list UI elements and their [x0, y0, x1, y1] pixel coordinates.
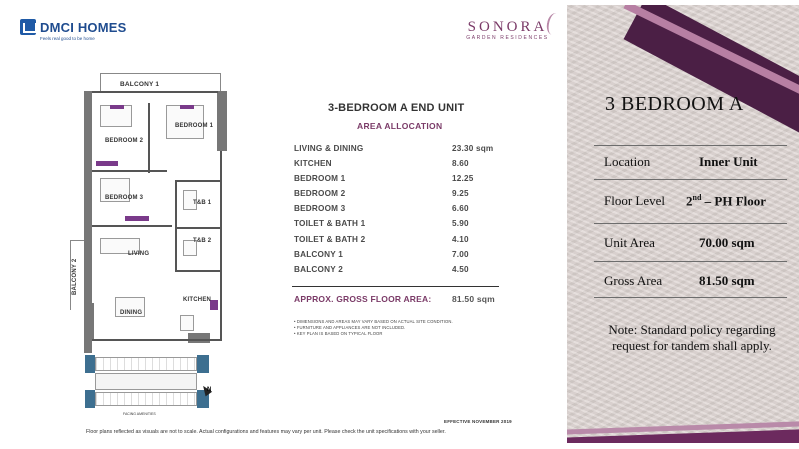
dmci-logo [20, 19, 127, 35]
area-name: BALCONY 1 [294, 249, 343, 259]
left-panel [10, 5, 567, 443]
unit-title: 3-BEDROOM A END UNIT [328, 102, 465, 114]
area-heading: AREA ALLOCATION [357, 121, 443, 131]
area-row [292, 219, 502, 234]
balcony-rail [100, 73, 220, 74]
highlighted-unit [85, 355, 95, 373]
area-row [292, 250, 502, 265]
highlighted-unit [197, 355, 209, 373]
developer-name: DMCI HOMES [40, 19, 127, 35]
summary-title: 3 BEDROOM A [605, 93, 744, 115]
divider [594, 261, 787, 262]
wall [175, 180, 177, 270]
area-row [292, 144, 502, 159]
compass-label: N [207, 387, 212, 393]
summary-value: Inner Unit [699, 154, 758, 169]
area-name: BEDROOM 3 [294, 204, 346, 214]
area-value: 4.10 [452, 234, 469, 244]
floor-plan [70, 75, 245, 350]
area-value: 7.00 [452, 249, 469, 259]
area-name: BEDROOM 2 [294, 189, 346, 199]
area-row [292, 204, 502, 219]
disclaimer-notes [294, 319, 453, 337]
label-bedroom-3: BEDROOM 3 [105, 195, 144, 201]
summary-row-floor-level [594, 184, 784, 217]
area-row [292, 235, 502, 250]
summary-key: Location [604, 154, 651, 169]
building-wing [95, 392, 197, 406]
area-name: KITCHEN [294, 159, 332, 169]
gross-area-row [294, 294, 504, 304]
wall [92, 339, 222, 341]
leaf-icon [545, 12, 563, 36]
balcony-rail [70, 240, 84, 241]
wall [92, 225, 172, 227]
area-value: 12.25 [452, 174, 474, 184]
fridge [180, 315, 194, 331]
wall [84, 303, 94, 339]
area-name: TOILET & BATH 2 [294, 234, 366, 244]
label-bedroom-2: BEDROOM 2 [105, 138, 144, 144]
effective-date: EFFECTIVE NOVEMBER 2019 [444, 419, 512, 424]
divider [292, 286, 499, 287]
footer-disclaimer: Floor plans reflected as visuals are not to scale. Actual configurations and features may vary per unit. Please check the unit specifications with your seller. [86, 429, 446, 435]
area-name: LIVING & DINING [294, 144, 364, 153]
house-icon [20, 19, 36, 35]
cabinet [180, 105, 194, 109]
area-row [292, 265, 502, 280]
wall [175, 180, 220, 182]
area-value: 8.60 [452, 159, 469, 169]
area-name: BEDROOM 1 [294, 174, 346, 184]
wall [175, 227, 220, 229]
cabinet [210, 300, 218, 310]
area-row [292, 174, 502, 189]
summary-value: 2nd – PH Floor [686, 193, 767, 209]
area-table [292, 144, 502, 280]
area-value: 23.30 sqm [452, 144, 494, 153]
label-living: LIVING [128, 251, 150, 257]
wall [92, 91, 218, 93]
wall [175, 270, 220, 272]
summary-key: Unit Area [604, 235, 655, 250]
label-dining: DINING [120, 310, 143, 316]
balcony-rail [70, 240, 71, 310]
note-line: • KEY PLAN IS BASED ON TYPICAL FLOOR [294, 331, 383, 336]
key-plan-caption: FACING AMENITIES [123, 412, 156, 416]
highlighted-unit [85, 390, 95, 408]
divider [594, 297, 787, 298]
wall [148, 103, 150, 173]
area-name: BALCONY 2 [294, 264, 343, 274]
right-panel [567, 5, 799, 443]
area-value: 6.60 [452, 204, 469, 214]
note-line: • FURNITURE AND APPLIANCES ARE NOT INCLUDED. [294, 325, 406, 330]
summary-row-unit-area [594, 226, 784, 259]
label-tb-1: T&B 1 [193, 200, 212, 206]
wall [92, 170, 167, 172]
summary-value: 81.50 sqm [699, 273, 755, 288]
balcony-rail [220, 73, 221, 91]
balcony-rail [100, 73, 101, 91]
label-balcony-2: BALCONY 2 [72, 258, 78, 295]
wall [220, 151, 222, 341]
sonora-logo [460, 19, 555, 41]
label-balcony-1: BALCONY 1 [120, 81, 160, 88]
gross-area-value: 81.50 sqm [452, 294, 495, 304]
decorative-swoosh [624, 5, 799, 161]
summary-value: 70.00 sqm [699, 235, 755, 250]
policy-note: Note: Standard policy regarding request for tandem shall apply. [608, 322, 776, 353]
label-kitchen: KITCHEN [183, 297, 212, 303]
label-tb-2: T&B 2 [193, 238, 212, 244]
area-row [292, 159, 502, 174]
summary-key: Gross Area [604, 273, 663, 288]
building-wing [95, 357, 197, 371]
summary-row-location [594, 145, 784, 178]
cabinet [125, 216, 149, 221]
cabinet [96, 161, 118, 166]
bed [166, 105, 204, 139]
divider [594, 179, 787, 180]
area-row [292, 189, 502, 204]
summary-row-gross-area [594, 264, 784, 297]
label-bedroom-1: BEDROOM 1 [175, 123, 214, 129]
cabinet [110, 105, 124, 109]
summary-key: Floor Level [604, 193, 666, 208]
project-name: SONORA [467, 19, 548, 35]
key-plan [85, 355, 215, 415]
note-line: • DIMENSIONS AND AREAS MAY VARY BASED ON ACTUAL SITE CONDITION. [294, 319, 453, 324]
area-name: TOILET & BATH 1 [294, 219, 366, 229]
wall [217, 91, 227, 151]
wall [188, 333, 210, 343]
area-value: 9.25 [452, 189, 469, 199]
area-value: 4.50 [452, 264, 469, 274]
corridor [95, 373, 197, 390]
area-value: 5.90 [452, 219, 469, 229]
gross-area-label: APPROX. GROSS FLOOR AREA: [294, 294, 432, 304]
divider [594, 223, 787, 224]
project-subtitle: GARDEN RESIDENCES [466, 35, 549, 41]
developer-tagline: Feels real good to be home [40, 36, 95, 41]
